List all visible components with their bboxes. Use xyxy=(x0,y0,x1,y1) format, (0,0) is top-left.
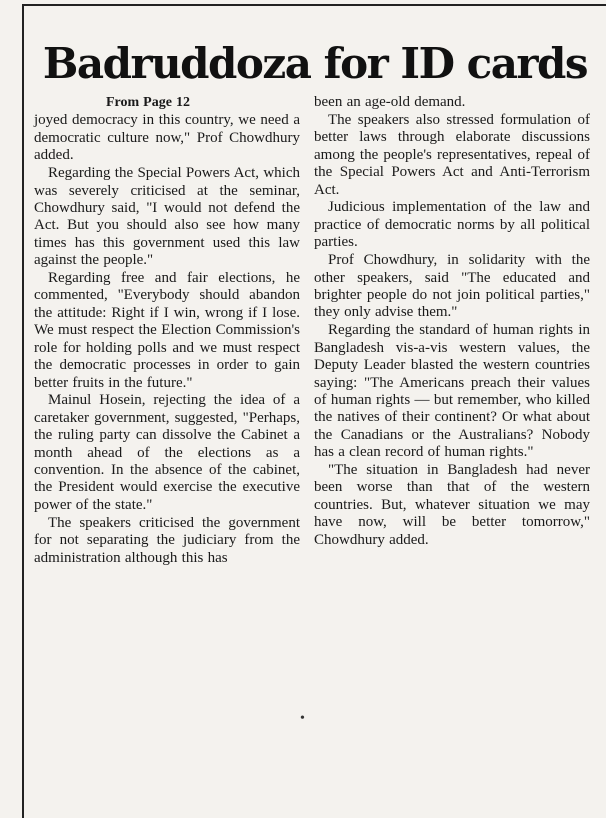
paragraph: The speakers criticised the government for not separating the judiciary from the administration although this has xyxy=(34,514,300,566)
left-border-rule xyxy=(22,4,24,818)
paragraph: Regarding the standard of human rights in Bangladesh vis-a-vis western values, the Deputy Leader blasted the western countries saying: "The Americans preach their values of human rights — but remember, who killed the natives of their continent? Or what about the Canadians or the Australians? Nobody has a clean record of human rights." xyxy=(314,322,590,461)
left-column xyxy=(34,94,300,567)
paragraph: Judicious implementation of the law and practice of democratic norms by all political parties. xyxy=(314,199,590,251)
jump-line: From Page 12 xyxy=(106,95,190,110)
paragraph: Prof Chowdhury, in solidarity with the other speakers, said "The educated and brighter people do not join political parties," they only advise them." xyxy=(314,252,590,321)
paragraph: "The situation in Bangladesh had never been worse than that of the western countries. But, whatever situation we may have now, will be better tomorrow," Chowdhury added. xyxy=(314,462,590,548)
right-column xyxy=(314,94,590,549)
paragraph: Regarding the Special Powers Act, which was severely criticised at the seminar, Chowdhury said, "I would not defend the Act. But you should also see how many times has this government used this law against the people." xyxy=(34,165,300,269)
column-dot: • xyxy=(300,711,305,726)
headline: Badruddoza for ID cards xyxy=(42,39,588,88)
top-border-rule xyxy=(22,4,606,6)
paragraph: been an age-old demand. xyxy=(314,94,466,110)
paragraph: The speakers also stressed formulation of better laws through elaborate discussions among the people's representatives, repeal of the Special Powers Act and Anti-Terrorism Act. xyxy=(314,111,590,198)
paragraph: joyed democracy in this country, we need a democratic culture now," Prof Chowdhury added. xyxy=(34,112,300,164)
paragraph: Mainul Hosein, rejecting the idea of a caretaker government, suggested, "Perhaps, the ruling party can dissolve the Cabinet a month ahead of the elections as a convention. In the absence of the cabinet, the President would exercise the executive power of the state." xyxy=(34,392,300,513)
paragraph: Regarding free and fair elections, he commented, "Everybody should abandon the attitude: Right if I win, wrong if I lose. We must respect the Election Commission's role for holding polls and we must respect the democratic processes in order to gain better fruits in the future." xyxy=(34,270,300,391)
